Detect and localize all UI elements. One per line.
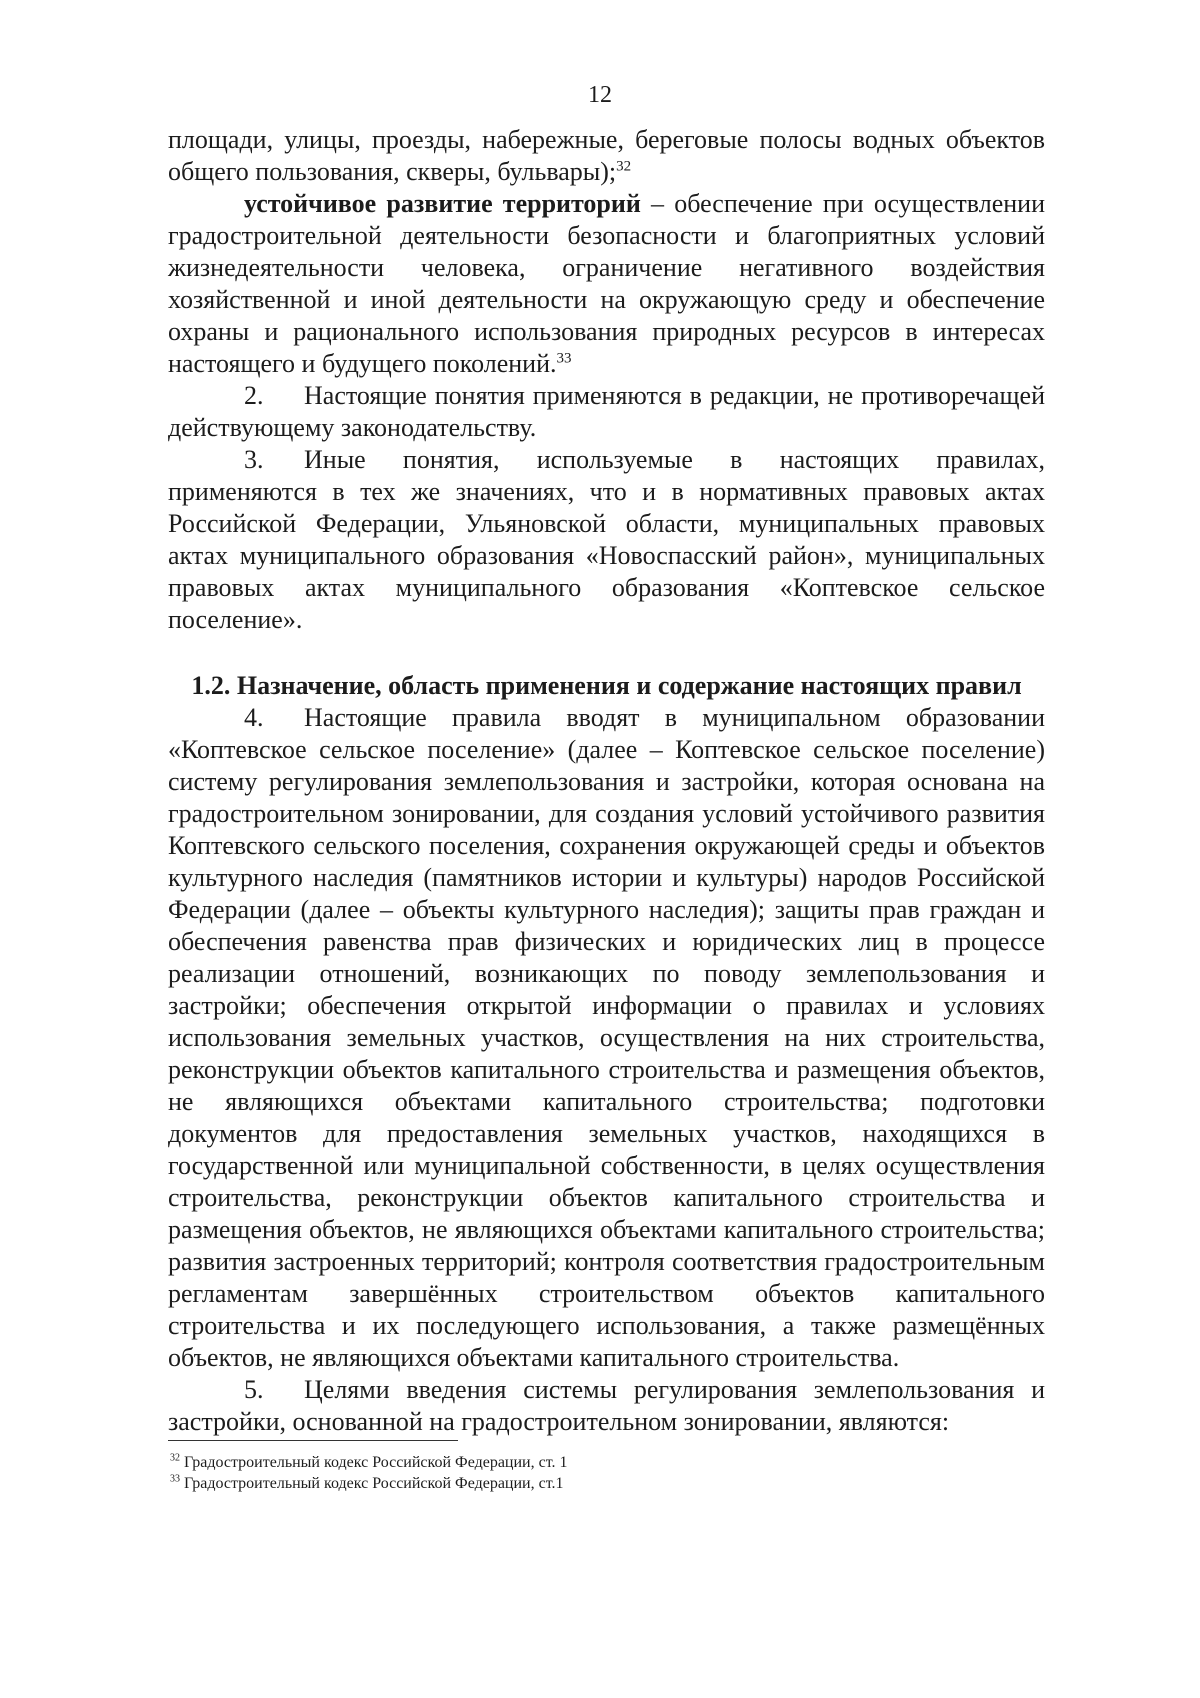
paragraph-3 (168, 444, 1045, 636)
footnote-separator (168, 1440, 458, 1441)
page-number: 12 (588, 82, 612, 108)
paragraph-text: Настоящие правила вводят в муниципальном образовании «Коптевское сельское поселение» (далее – Коптевское сельское поселение) систему регулирования землепользования и застройки, которая основана на градостроительном зонировании, для создания условий устойчивого развития Коптевского сельского поселения, сохранения окружающей среды и объектов культурного наследия (памятников истории и культуры) народов Российской Федерации (далее – объекты культурного наследия); защиты прав граждан и обеспечения равенства прав физических и юридических лиц в процессе реализации отношений, возникающих по поводу землепользования и застройки; обеспечения открытой информации о правилах и условиях использования земельных участков, осуществления на них строительства, реконструкции объектов капитального строительства и размещения объектов, не являющихся объектами капитального строительства; подготовки документов для предоставления земельных участков, находящихся в государственной или муниципальной собственности, в целях осуществления строительства, реконструкции объектов капитального строительства и размещения объектов, не являющихся объектами капитального строительства; развития застроенных территорий; контроля соответствия градостроительным регламентам завершённых строительством объектов капитального строительства и их последующего использования, а также размещённых объектов, не являющихся объектами капитального строительства. (168, 703, 1045, 1372)
footnotes (170, 1452, 970, 1494)
paragraph-sustainable-development (168, 188, 1045, 380)
paragraph-number: 4. (244, 703, 264, 732)
paragraph-number: 3. (244, 445, 264, 474)
paragraph-text: Настоящие понятия применяются в редакции, не противоречащей действующему законодательству. (168, 381, 1045, 442)
paragraph-text: Целями введения системы регулирования землепользования и застройки, основанной на градостроительном зонировании, являются: (168, 1375, 1045, 1436)
paragraph-number: 5. (244, 1375, 264, 1404)
paragraph-text: – обеспечение при осуществлении градостроительной деятельности безопасности и благоприятных условий жизнедеятельности человека, ограничение негативного воздействия хозяйственной и иной деятельности на окружающую среду и обеспечение охраны и рационального использования природных ресурсов в интересах настоящего и будущего поколений. (168, 189, 1045, 378)
document-body (168, 124, 1045, 1438)
paragraph-number: 2. (244, 381, 264, 410)
footnote-number: 33 (170, 1473, 180, 1485)
paragraph-5 (168, 1374, 1045, 1438)
paragraph-text: площади, улицы, проезды, набережные, береговые полосы водных объектов общего пользования, скверы, бульвары); (168, 125, 1045, 186)
footnote-ref-32: 32 (616, 158, 632, 175)
footnote-text: Градостроительный кодекс Российской Федерации, ст. 1 (180, 1454, 568, 1471)
footnote-text: Градостроительный кодекс Российской Федерации, ст.1 (180, 1475, 564, 1492)
footnote-33 (170, 1473, 970, 1494)
section-heading: 1.2. Назначение, область применения и содержание настоящих правил (191, 671, 1022, 700)
paragraph-text: Иные понятия, используемые в настоящих правилах, применяются в тех же значениях, что и в нормативных правовых актах Российской Федерации, Ульяновской области, муниципальных правовых актах муниципального образования «Новоспасский район», муниципальных правовых актах муниципального образования «Коптевское сельское поселение». (168, 445, 1045, 634)
footnote-ref-33: 33 (556, 350, 572, 367)
footnote-number: 32 (170, 1452, 180, 1464)
defined-term: устойчивое развитие территорий (244, 189, 641, 218)
paragraph-4 (168, 702, 1045, 1374)
paragraph-definition-end (168, 124, 1045, 188)
paragraph-2 (168, 380, 1045, 444)
footnote-32 (170, 1452, 970, 1473)
